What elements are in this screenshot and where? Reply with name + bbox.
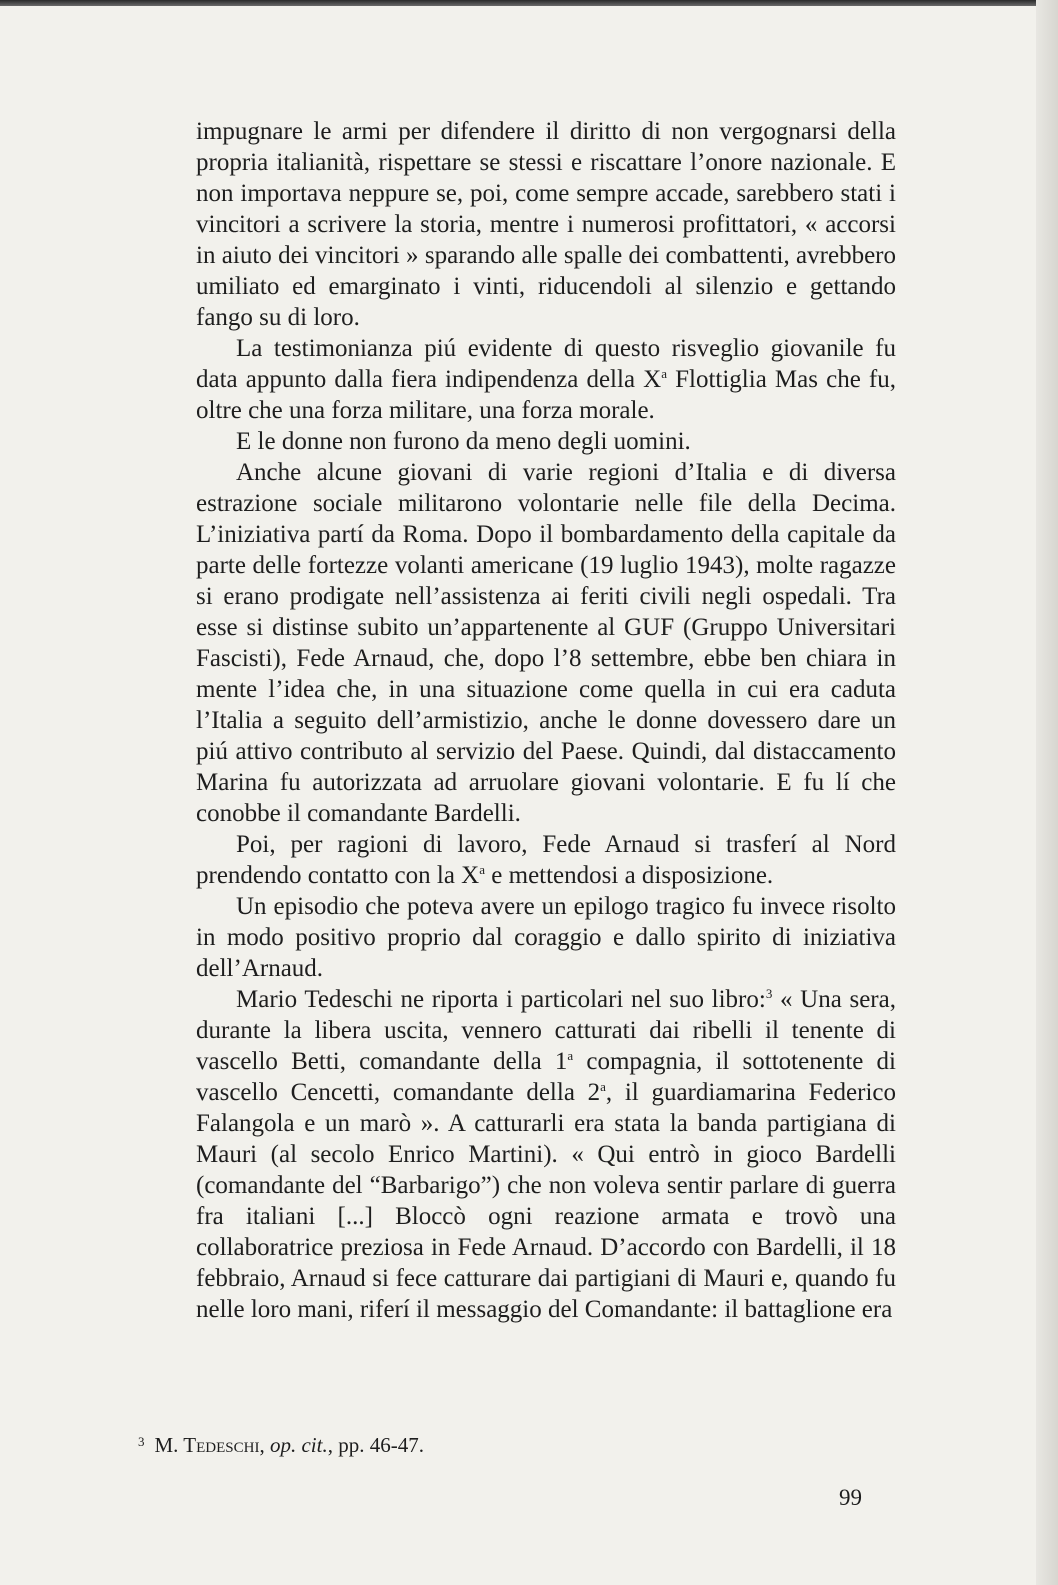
text-run: Anche alcune giovani di varie regioni d’Italia e di diversa estrazione sociale militarono volontarie nelle file della Decima. L’iniziativa partí da Roma. Dopo il bombardamento della capitale da parte delle fortezze volanti americane (19 luglio 1943), molte ragazze si erano prodigate nell’assistenza ai feriti civili negli ospedali. Tra esse si distinse subito un’appartenente al GUF (Gruppo Universitari Fascisti), Fede Arnaud, che, dopo l’8 settembre, ebbe ben chiara in mente l’idea che, in una situazione come quella in cui era caduta l’Italia a seguito dell’armistizio, anche le donne dovessero dare un piú attivo contributo al servizio del Paese. Quindi, dal distaccamento Marina fu autorizzata ad arruolare giovani volontarie. E fu lí che conobbe il comandante Bardelli.: [196, 459, 896, 827]
text-run: Mario Tedeschi ne riporta i particolari nel suo libro:: [236, 986, 766, 1013]
superscript: a: [567, 1048, 574, 1063]
footnote: [138, 1428, 898, 1459]
footnote-pages: , pp. 46-47.: [327, 1433, 424, 1457]
paragraph: [196, 457, 896, 829]
paragraph: [196, 984, 896, 1325]
paragraph: [196, 333, 896, 426]
text-run: La testimonianza piú evidente di questo risveglio giovanile fu data appunto dalla fiera indipendenza della X: [196, 335, 896, 393]
footnote-mark: 3: [138, 1434, 145, 1449]
paragraph: [196, 426, 896, 457]
text-run: compagnia, il sottotenente di vascello Cencetti, comandante della 2: [196, 1048, 896, 1106]
text-run: Un episodio che poteva avere un epilogo tragico fu invece risolto in modo positivo proprio dal coraggio e dallo spirito di iniziativa dell’Arnaud.: [196, 893, 896, 982]
paragraph: [196, 829, 896, 891]
text-run: Poi, per ragioni di lavoro, Fede Arnaud si trasferí al Nord prendendo contatto con la X: [196, 831, 896, 889]
top-page-edge: [0, 0, 1040, 6]
footnote-author: M. Tedeschi,: [154, 1433, 265, 1457]
superscript: a: [479, 862, 486, 877]
superscript: a: [600, 1079, 606, 1094]
text-run: impugnare le armi per difendere il diritto di non vergognarsi della propria italianità, rispettare se stessi e riscattare l’onore nazionale. E non importava neppure se, poi, come sempre accade, sarebbero stati i vincitori a scrivere la storia, mentre i numerosi profittatori, « accorsi in aiuto dei vincitori » sparando alle spalle dei combattenti, avrebbero umiliato ed emarginato i vinti, riducendoli al silenzio e gettando fango su di loro.: [196, 118, 896, 331]
right-page-edge: [1036, 0, 1058, 1585]
page-number: 99: [839, 1485, 862, 1510]
text-run: , il guardiamarina Federico Falangola e un marò ». A catturarli era stata la banda partigiana di Mauri (al secolo Enrico Martini). « Qui entrò in gioco Bardelli (comandante del “Barbarigo”) che non voleva sentir parlare di guerra fra italiani [...] Bloccò ogni reazione armata e trovò una collaboratrice preziosa in Fede Arnaud. D’accordo con Bardelli, il 18 febbraio, Arnaud si fece catturare dai partigiani di Mauri e, quando fu nelle loro mani, riferí il messaggio del Comandante: il battaglione era: [196, 1079, 896, 1323]
main-text: [196, 116, 896, 1325]
text-run: Flottiglia Mas che fu, oltre che una forza militare, una forza morale.: [196, 366, 896, 424]
paragraph: [196, 891, 896, 984]
superscript: 3: [765, 986, 773, 1001]
paragraph: [196, 116, 896, 333]
footnote-work: op. cit.: [269, 1433, 328, 1457]
text-run: E le donne non furono da meno degli uomini.: [236, 428, 691, 455]
text-run: « Una sera, durante la libera uscita, vennero catturati dai ribelli il tenente di vascello Betti, comandante della 1: [196, 986, 896, 1075]
text-run: e mettendosi a disposizione.: [485, 862, 774, 889]
superscript: a: [661, 366, 667, 381]
